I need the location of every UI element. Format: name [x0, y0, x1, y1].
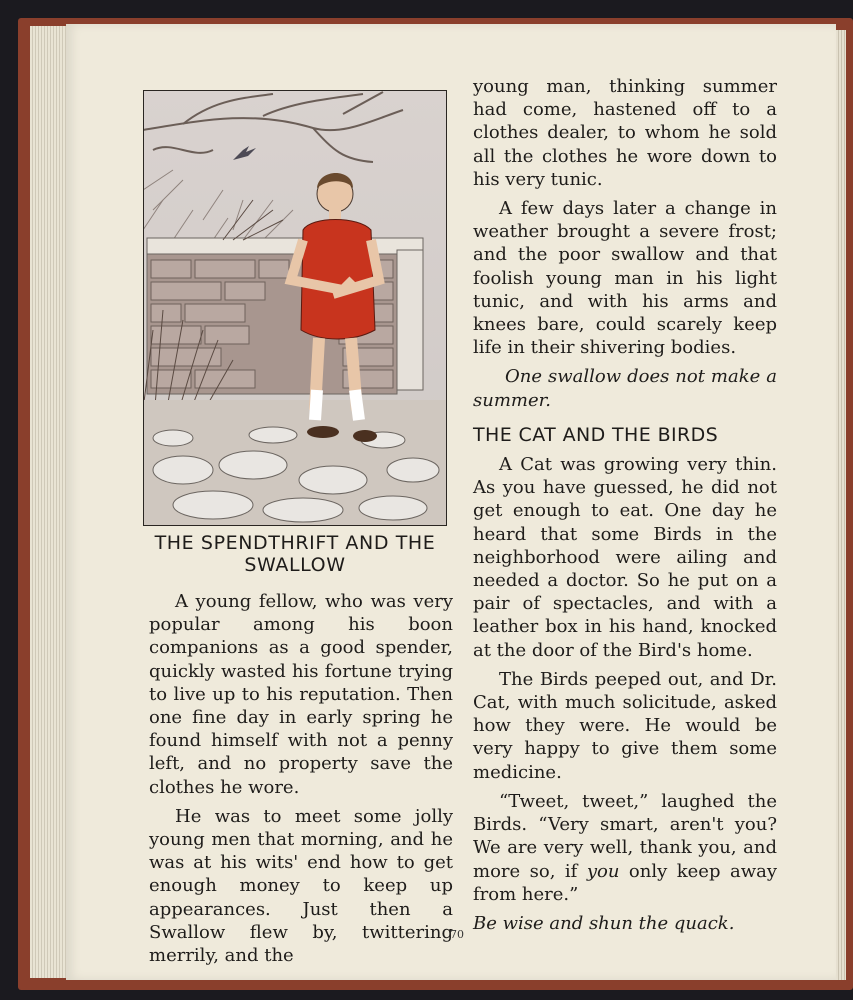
page-number: 70 [450, 928, 464, 941]
story-title-spendthrift: THE SPENDTHRIFT AND THE SWALLOW [154, 532, 436, 576]
moral-cat: Be wise and shun the quack. [473, 912, 735, 934]
paragraph: young man, thinking summer had come, hastened off to a clothes dealer, to whom he sold all the clothes he wore down to his very tunic. [473, 76, 777, 190]
paragraph: A Cat was growing very thin. As you have guessed, he did not get enough to eat. One day he heard that some Birds in the neighborhood were ailing and needed a doctor. So he put on a pair of spectacles, and with a leather box in his hand, knocked at the door of the Bird's home. [473, 454, 777, 661]
paragraph: He was to meet some jolly young men that morning, and he was at his wits' end how to get enough money to keep up appearances. Just then a Swallow flew by, twittering merrily, and the [149, 805, 453, 967]
left-column [149, 590, 453, 967]
page-edges-right [836, 30, 846, 980]
moral-spendthrift: One swallow does not make a summer. [473, 366, 777, 411]
paragraph: “Tweet, tweet,” laughed the Birds. “Very smart, aren't you? We are very well, thank you, and more so, if you only keep away from here.” [473, 790, 778, 905]
stone-wall [147, 238, 423, 394]
paragraph: A few days later a change in weather brought a severe frost; and the poor swallow and that foolish young man in his light tunic, and with his arms and knees bare, could scarely keep life in their shivering bodies. [473, 198, 777, 359]
right-column [473, 75, 777, 935]
emphasis: you [586, 860, 620, 882]
story-title-cat: THE CAT AND THE BIRDS [473, 423, 719, 446]
paragraph: A young fellow, who was very popular among his boon companions as a good spender, quickly wasted his fortune trying to live up to his reputation. Then one fine day in early spring he found himself with not a penny left, and no property save the clothes he wore. [149, 591, 453, 798]
illustration-young-man-and-swallow [143, 90, 447, 526]
paragraph: The Birds peeped out, and Dr. Cat, with much solicitude, asked how they were. He would be very happy to give them some medicine. [473, 668, 777, 783]
